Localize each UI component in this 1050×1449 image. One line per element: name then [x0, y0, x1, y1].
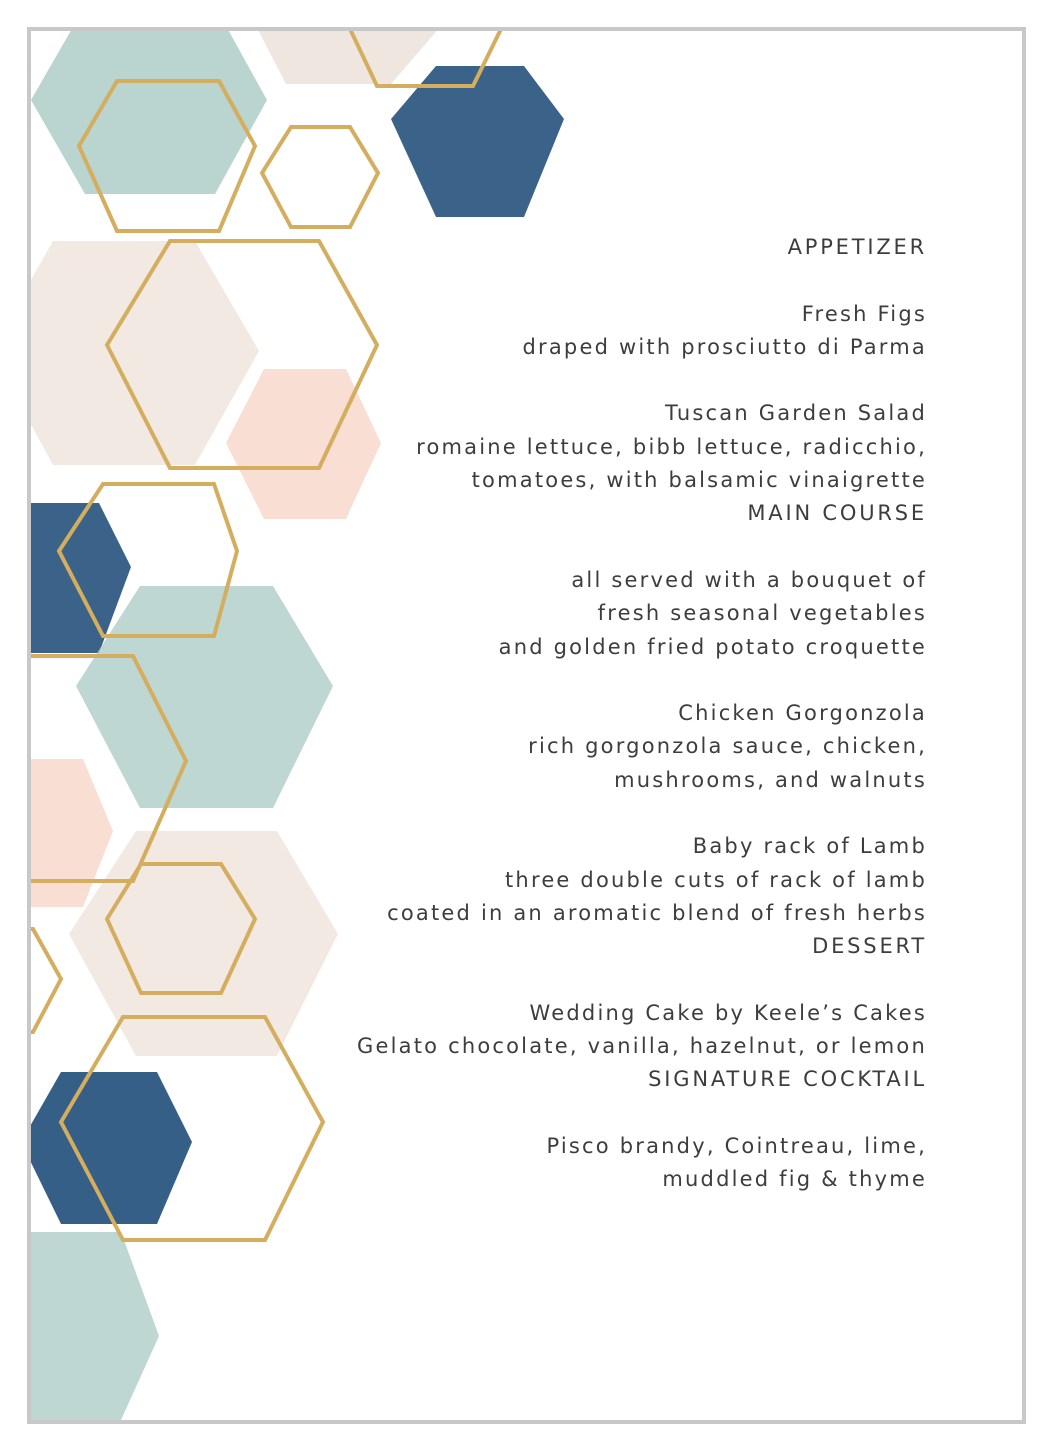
- section-heading-main-course: MAIN COURSE: [747, 501, 927, 526]
- main-course-intro: all served with a bouquet of: [571, 567, 927, 592]
- dessert-line: Gelato chocolate, vanilla, hazelnut, or lemon: [357, 1034, 927, 1059]
- dish-description: mushrooms, and walnuts: [614, 767, 927, 792]
- beige-hexagon: [31, 241, 259, 465]
- dish-name: Fresh Figs: [801, 301, 927, 326]
- dish-name: Tuscan Garden Salad: [665, 401, 927, 426]
- section-heading-cocktail: SIGNATURE COCKTAIL: [648, 1067, 927, 1092]
- dish-description: draped with prosciutto di Parma: [522, 334, 927, 359]
- main-course-intro: fresh seasonal vegetables: [597, 601, 927, 626]
- menu-card: [27, 27, 1026, 1424]
- dish-name: Chicken Gorgonzola: [678, 701, 927, 726]
- main-course-intro: and golden fried potato croquette: [498, 634, 927, 659]
- dish-description: coated in an aromatic blend of fresh herbs: [387, 900, 927, 925]
- cocktail-line: Pisco brandy, Cointreau, lime,: [546, 1134, 927, 1159]
- dish-name: Baby rack of Lamb: [692, 834, 927, 859]
- dish-description: romaine lettuce, bibb lettuce, radicchio,: [416, 434, 927, 459]
- dish-description: three double cuts of rack of lamb: [505, 867, 927, 892]
- beige-hexagon: [256, 31, 441, 84]
- section-heading-dessert: DESSERT: [812, 934, 927, 959]
- navy-hexagon: [31, 1072, 192, 1224]
- gold-outline-hexagon: [262, 127, 378, 227]
- dish-description: tomatoes, with balsamic vinaigrette: [471, 468, 927, 493]
- sage-hexagon: [31, 31, 267, 194]
- navy-hexagon: [391, 66, 564, 217]
- blush-hexagon: [31, 759, 113, 907]
- cocktail-line: muddled fig & thyme: [662, 1167, 927, 1192]
- dessert-line: Wedding Cake by Keele’s Cakes: [529, 1000, 927, 1025]
- section-heading-appetizer: APPETIZER: [787, 235, 927, 259]
- gold-outline-hexagon: [31, 929, 61, 1032]
- menu-text: [287, 231, 927, 1197]
- dish-description: rich gorgonzola sauce, chicken,: [528, 734, 927, 759]
- sage-hexagon: [31, 1232, 159, 1420]
